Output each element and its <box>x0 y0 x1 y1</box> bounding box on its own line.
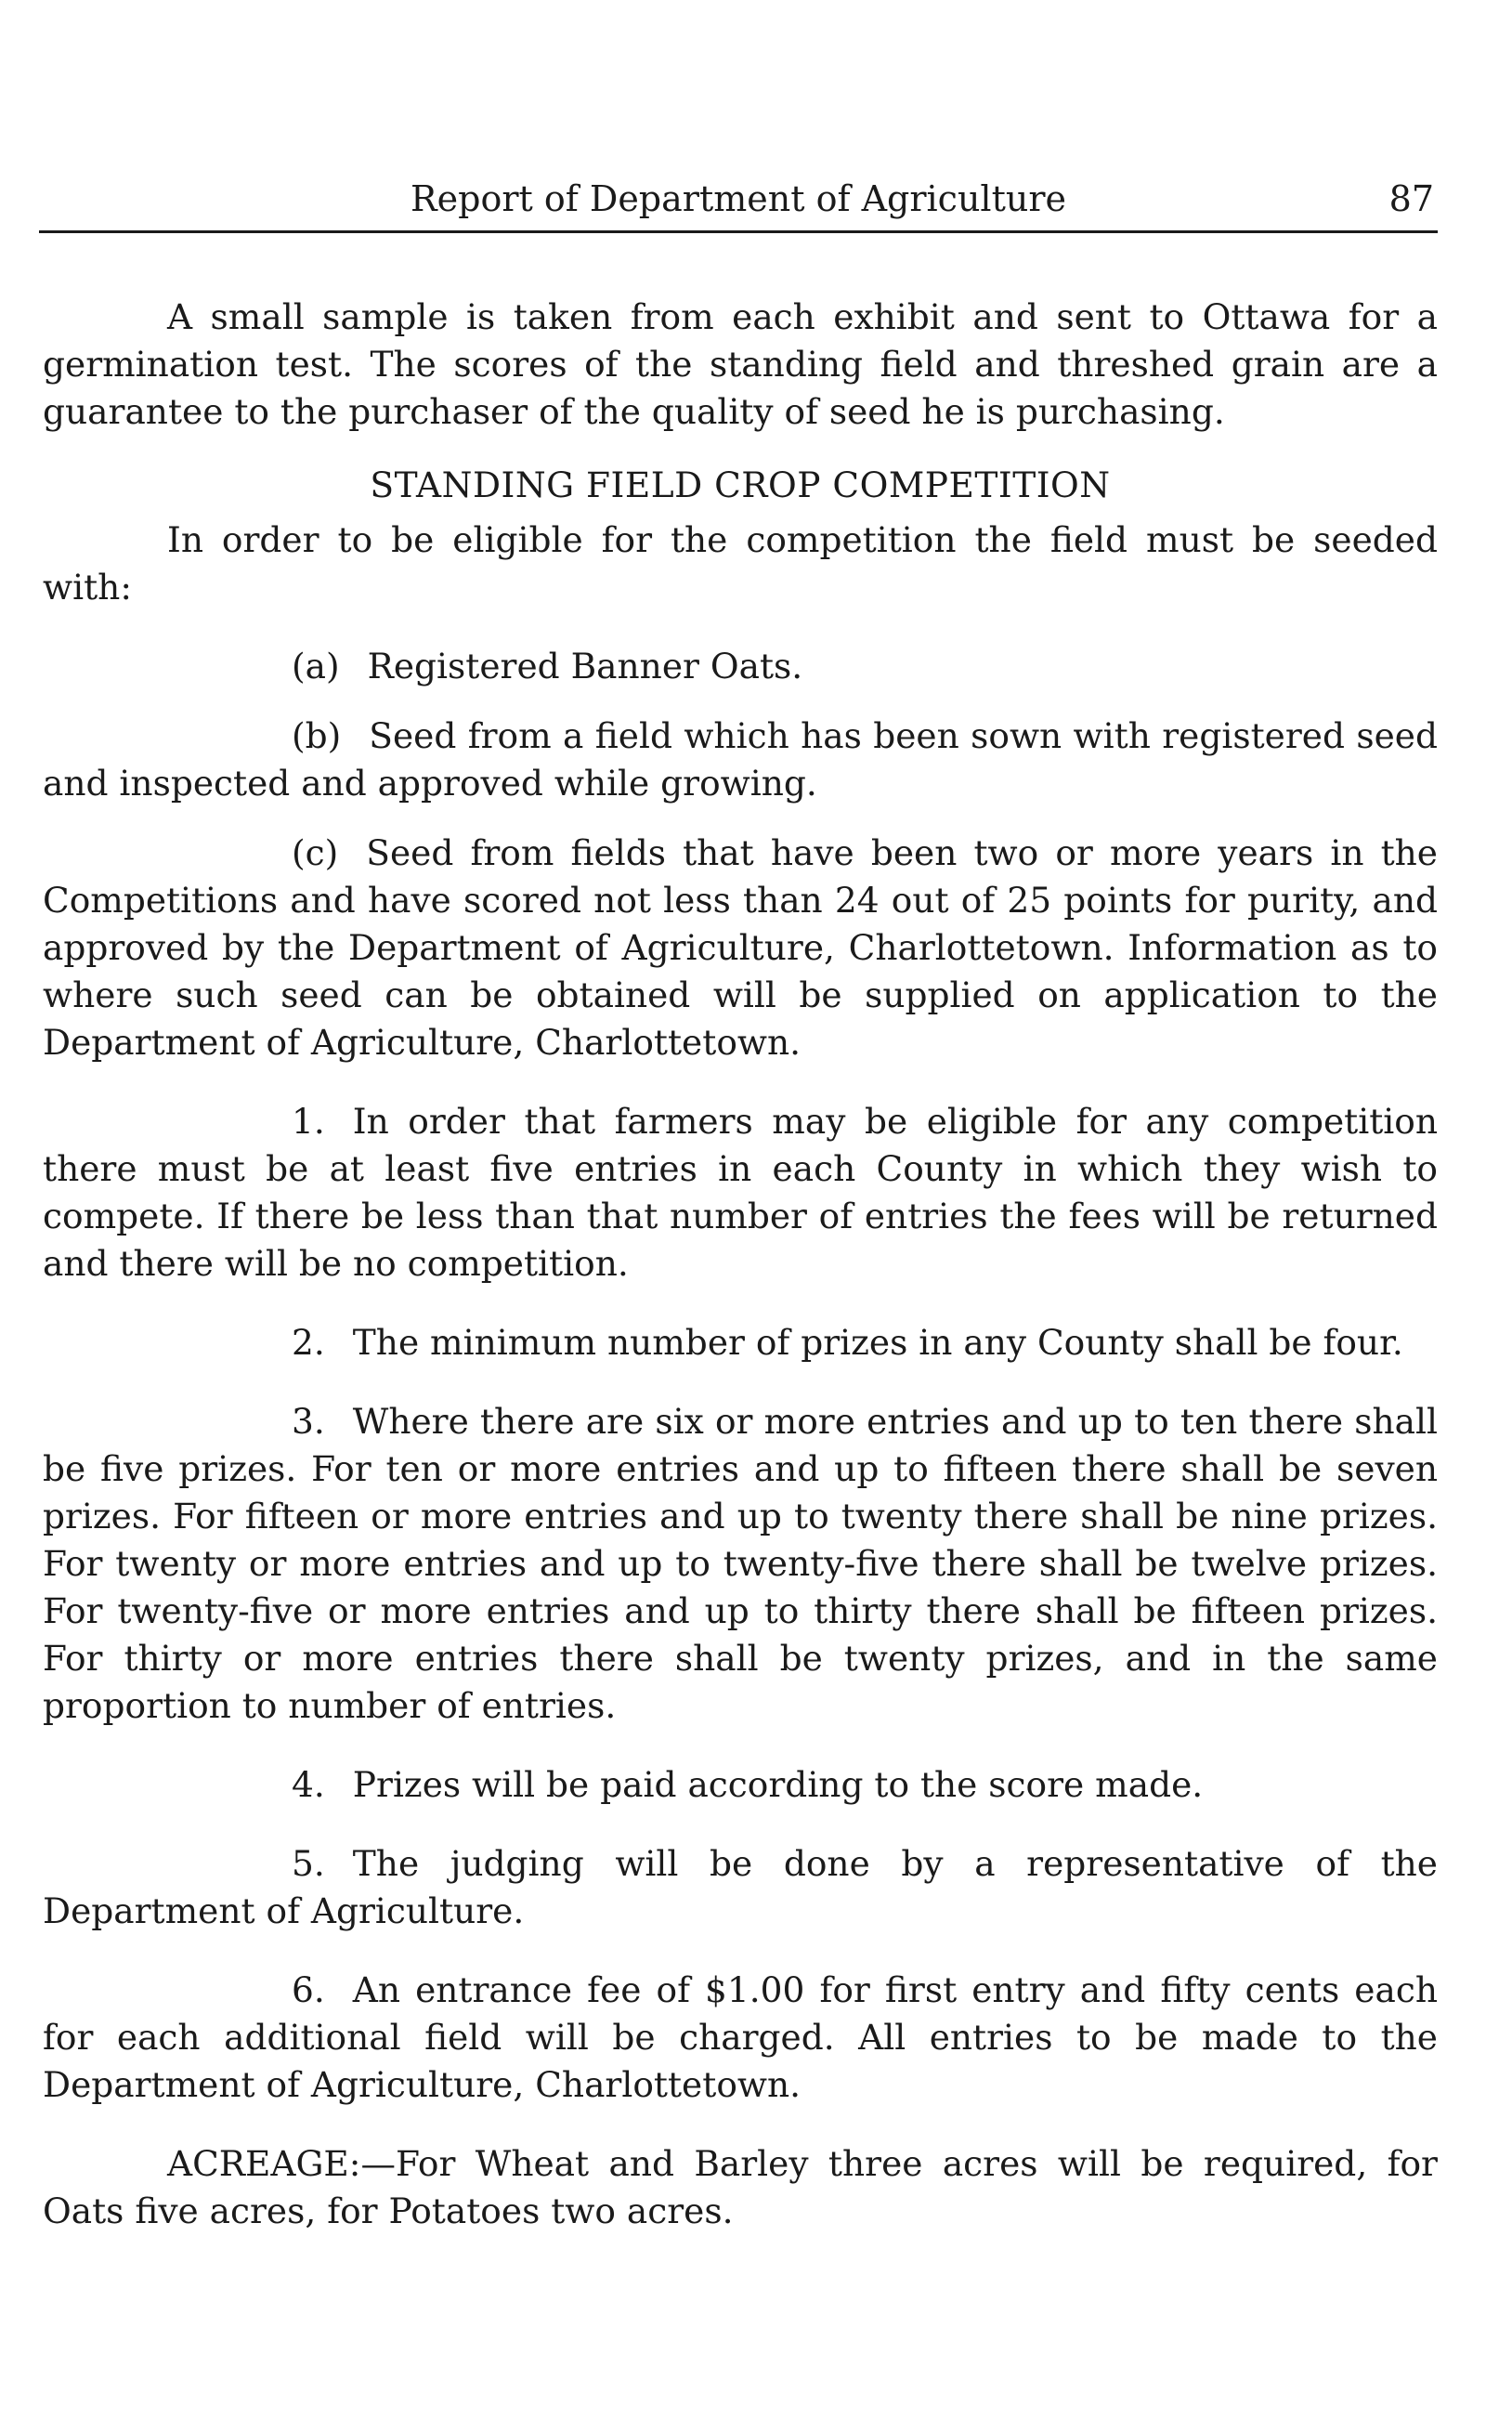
rule-3 <box>43 1398 1438 1730</box>
rule-number: 4. <box>292 1764 325 1805</box>
rule-6 <box>43 1967 1438 2109</box>
intro-paragraph: A small sample is taken from each exhibit and sent to Ottawa for a germination test. The scores of the standing field and threshed grain are a guarantee to the purchaser of the quality of seed he is purchasing. <box>43 296 1438 432</box>
eligibility-paragraph: In order to be eligible for the competition the field must be seeded with: <box>43 519 1438 608</box>
running-title: Report of Department of Agriculture <box>411 178 1066 219</box>
rule-5 <box>43 1840 1438 1935</box>
page-header <box>39 173 1438 233</box>
rule-text: Prizes will be paid according to the score made. <box>352 1764 1204 1805</box>
acreage-text: —For Wheat and Barley three acres will be required, for Oats five acres, for Potatoes two acres. <box>43 2143 1438 2231</box>
option-text: Seed from fields that have been two or more years in the Competitions and have scored not less than 24 out of 25 points for purity, and approved by the Department of Agriculture, Charlottetown. Information as to where such seed can be obtained will be supplied on application to the Department of Agriculture, Charlottetown. <box>43 832 1438 1063</box>
rule-number: 6. <box>292 1969 325 2010</box>
option-b <box>43 713 1438 807</box>
rule-number: 2. <box>292 1322 325 1363</box>
option-label: (a) <box>292 646 340 686</box>
option-a <box>43 643 1438 690</box>
rule-4 <box>43 1761 1438 1809</box>
rule-number: 5. <box>292 1843 325 1884</box>
acreage-paragraph <box>43 2140 1438 2235</box>
rule-text: In order that farmers may be eligible for any competition there must be at least five entries in each County in which they wish to compete. If there be less than that number of entries the fees will be returned and there will be no competition. <box>43 1101 1438 1284</box>
option-text: Registered Banner Oats. <box>367 646 803 686</box>
acreage-label: ACREAGE: <box>167 2143 361 2184</box>
rule-2 <box>43 1319 1438 1366</box>
rule-text: The judging will be done by a representative of the Department of Agriculture. <box>43 1843 1438 1931</box>
page-number: 87 <box>1388 178 1434 219</box>
option-text: Seed from a field which has been sown with registered seed and inspected and approved while growing. <box>43 715 1438 804</box>
rule-text: An entrance fee of $1.00 for first entry and fifty cents each for each additional field will be charged. All entries to be made to the Department of Agriculture, Charlottetown. <box>43 1969 1438 2105</box>
rule-1 <box>43 1098 1438 1288</box>
option-label: (c) <box>292 832 339 873</box>
rule-text: The minimum number of prizes in any County shall be four. <box>352 1322 1403 1363</box>
rule-number: 1. <box>292 1101 325 1142</box>
option-label: (b) <box>292 715 342 756</box>
rule-text: Where there are six or more entries and up to ten there shall be five prizes. For ten or more entries and up to fifteen there shall be seven prizes. For fifteen or more entries and up to twenty there shall be nine prizes. For twenty or more entries and up to twenty-five there shall be twelve prizes. For twenty-five or more entries and up to thirty there shall be fifteen prizes. For thirty or more entries there shall be twenty prizes, and in the same proportion to number of entries. <box>43 1401 1438 1726</box>
body-text <box>43 294 1438 2235</box>
option-c <box>43 830 1438 1066</box>
rule-number: 3. <box>292 1401 325 1442</box>
section-heading: STANDING FIELD CROP COMPETITION <box>370 464 1111 505</box>
